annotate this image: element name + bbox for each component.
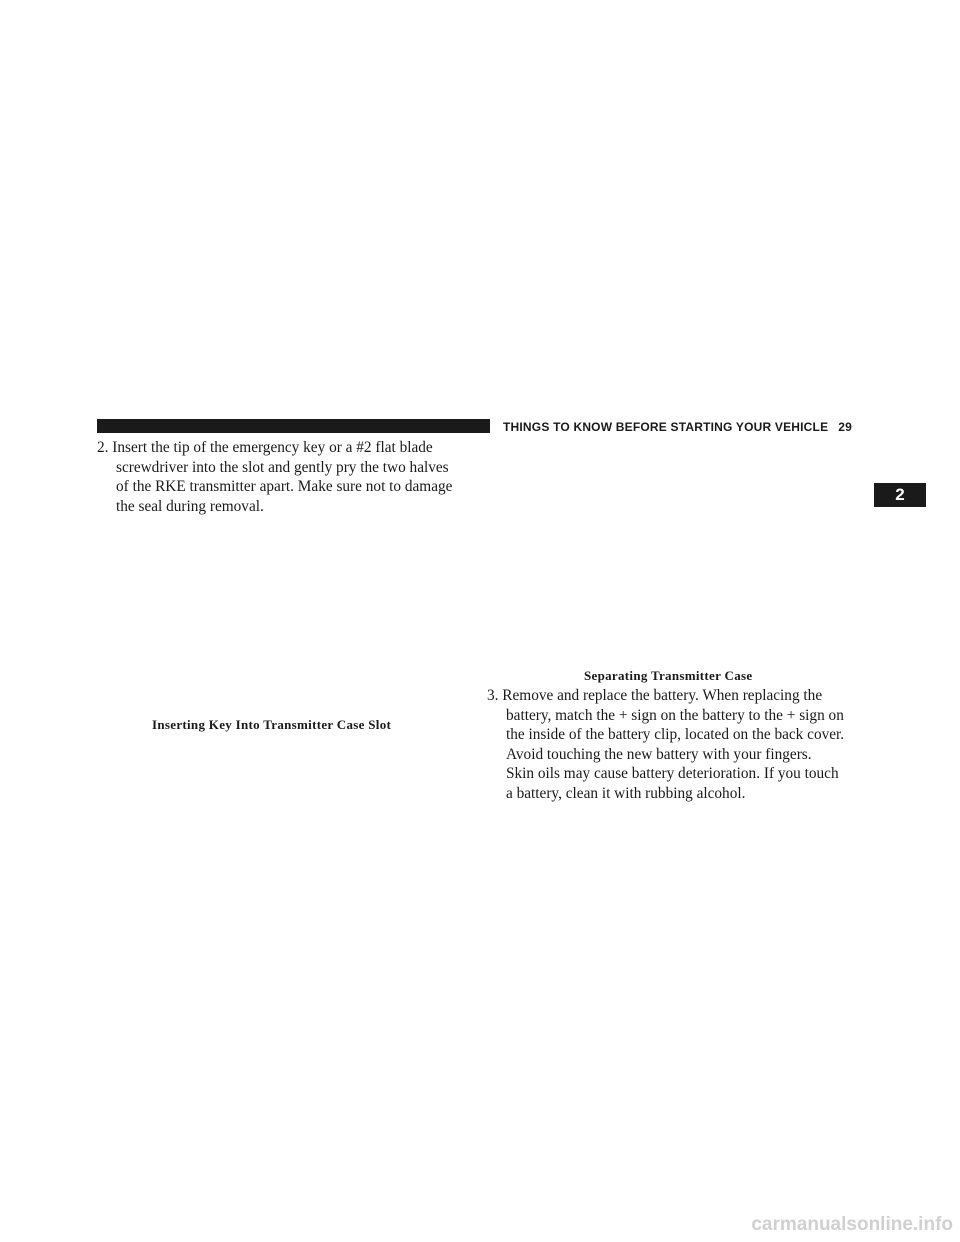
step-line: 3. Remove and replace the battery. When replacing the (487, 687, 823, 704)
step-line: a battery, clean it with rubbing alcohol. (506, 784, 746, 802)
watermark-link[interactable]: carmanualsonline.info (751, 1214, 953, 1235)
instruction-step-2 (97, 438, 473, 516)
step-line: the inside of the battery clip, located on the back cover. (506, 726, 845, 743)
step-line: battery, match the + sign on the battery to the + sign on (506, 706, 844, 724)
figure-separating-case (487, 440, 863, 662)
step-line: the seal during removal. (116, 497, 264, 515)
header-rule (97, 419, 490, 433)
figure-caption: Separating Transmitter Case (584, 668, 753, 683)
step-line: 2. Insert the tip of the emergency key or a #2 flat blade (97, 439, 433, 456)
running-header (503, 419, 852, 435)
step-line: of the RKE transmitter apart. Make sure not to damage (116, 478, 453, 495)
chapter-tab: 2 (874, 483, 926, 507)
page-number: 29 (838, 420, 853, 434)
header-title: THINGS TO KNOW BEFORE STARTING YOUR VEHICLE (503, 420, 829, 434)
figure-inserting-key (97, 525, 473, 710)
instruction-step-3 (487, 686, 863, 803)
figure-caption: Inserting Key Into Transmitter Case Slot (152, 717, 392, 732)
step-line: Avoid touching the new battery with your fingers. (506, 745, 812, 763)
step-line: Skin oils may cause battery deterioration. If you touch (506, 765, 839, 782)
step-line: screwdriver into the slot and gently pry the two halves (116, 458, 449, 476)
